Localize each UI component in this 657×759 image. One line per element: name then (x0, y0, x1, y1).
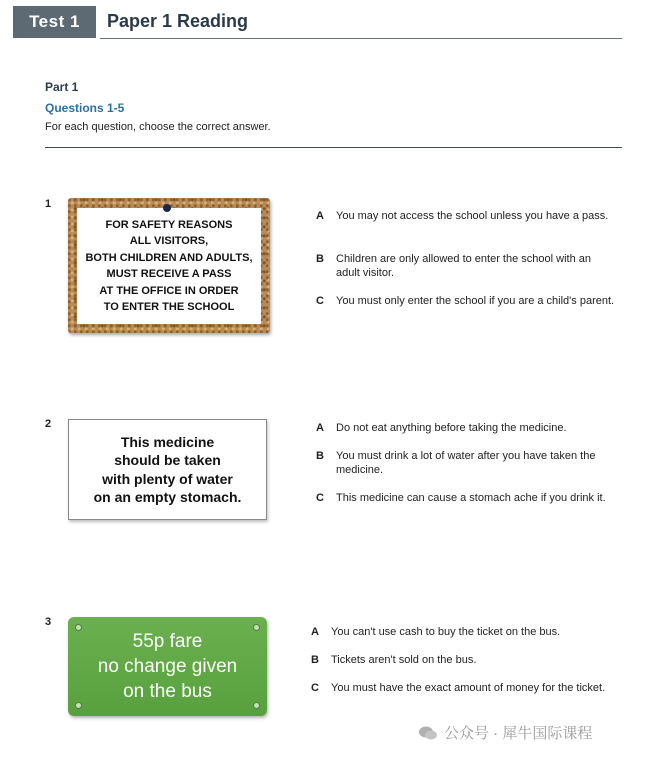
header-divider (100, 38, 622, 39)
option-text: You must only enter the school if you are a child's parent. (336, 295, 615, 307)
option-letter: C (316, 492, 324, 504)
notice-board-sign (68, 198, 270, 333)
question-number-2: 2 (45, 418, 52, 430)
screw-icon (253, 702, 260, 709)
screw-icon (75, 702, 82, 709)
option-3a[interactable] (311, 625, 611, 639)
option-2a[interactable] (316, 421, 616, 435)
bus-fare-sign (68, 617, 267, 716)
questions-range: Questions 1-5 (45, 101, 125, 115)
sign-text-3: 55p fare no change given on the bus (97, 631, 238, 702)
instructions: For each question, choose the correct answer. (45, 121, 271, 133)
option-1c[interactable] (316, 294, 616, 308)
section-divider (45, 147, 622, 148)
medicine-label-sign (68, 419, 267, 520)
option-letter: A (311, 626, 319, 638)
option-3c[interactable] (311, 681, 611, 695)
sign-text-2: This medicine should be taken with plenty of water on an empty stomach. (93, 433, 242, 505)
watermark-text: 公众号 · 犀牛国际课程 (444, 725, 593, 742)
test-tab: Test 1 (13, 6, 96, 38)
option-text: You may not access the school unless you have a pass. (336, 210, 609, 222)
option-letter: B (316, 450, 324, 462)
question-number-1: 1 (45, 198, 52, 210)
option-2c[interactable] (316, 491, 616, 505)
watermark (418, 722, 592, 743)
option-1a[interactable] (316, 209, 616, 223)
question-number-3: 3 (45, 616, 52, 628)
sign-text-1: FOR SAFETY REASONS ALL VISITORS, BOTH CHILDREN AND ADULTS, MUST RECEIVE A PASS AT THE OFFICE IN ORDER TO ENTER THE SCHOOL (85, 218, 253, 313)
option-letter: B (316, 253, 324, 265)
screw-icon (75, 624, 82, 631)
option-text: You must have the exact amount of money for the ticket. (331, 682, 606, 694)
part-label: Part 1 (45, 80, 79, 94)
option-letter: C (311, 682, 319, 694)
option-2b[interactable] (316, 449, 616, 477)
option-text: Tickets aren't sold on the bus. (331, 654, 477, 666)
option-letter: A (316, 422, 324, 434)
option-1b[interactable] (316, 252, 616, 280)
option-letter: A (316, 210, 324, 222)
screw-icon (253, 624, 260, 631)
pin-icon (163, 204, 171, 212)
page-title: Paper 1 Reading (107, 11, 249, 31)
option-letter: B (311, 654, 319, 666)
option-text: Children are only allowed to enter the school with an adult visitor. (336, 253, 591, 279)
option-text: Do not eat anything before taking the medicine. (336, 422, 567, 434)
option-letter: C (316, 295, 324, 307)
notice-paper (77, 208, 261, 324)
option-text: You must drink a lot of water after you have taken the medicine. (336, 450, 596, 476)
option-text: This medicine can cause a stomach ache if you drink it. (336, 492, 606, 504)
option-text: You can't use cash to buy the ticket on the bus. (331, 626, 561, 638)
option-3b[interactable] (311, 653, 611, 667)
wechat-icon (418, 725, 438, 741)
